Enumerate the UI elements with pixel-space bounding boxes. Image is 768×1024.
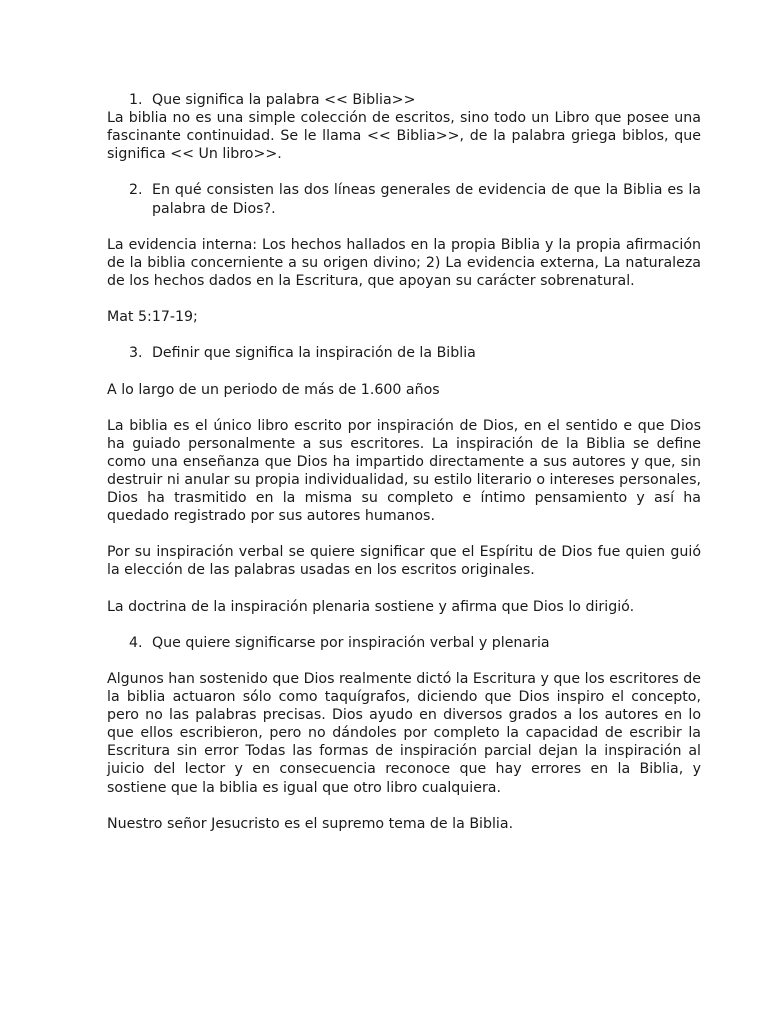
question-text: Definir que significa la inspiración de la Biblia xyxy=(152,345,476,362)
paragraph-verbal-inspiration: Por su inspiración verbal se quiere significar que el Espíritu de Dios fue quien guió la elección de las palabras usadas en los escritos originales. xyxy=(107,544,701,579)
paragraph-jesus-theme: Nuestro señor Jesucristo es el supremo tema de la Biblia. xyxy=(107,815,514,832)
question-text: Que significa la palabra << Biblia>> xyxy=(152,92,416,108)
question-3 xyxy=(129,344,701,362)
paragraph-partial-inspiration: Algunos han sostenido que Dios realmente dictó la Escritura y que los escritores de la biblia actuaron sólo como taquígrafos, diciendo que Dios inspiro el concepto, pero no las palabras precisas. Dios ayudo en diversos grados a los autores en lo que ellos escribieron, pero no dándoles por completo la capacidad de escribir la Escritura sin error Todas las formas de inspiración parcial dejan la inspiración al juicio del lector y en consecuencia reconoce que hay errores en la Biblia, y sostiene que la biblia es igual que otro libro cualquiera. xyxy=(107,671,701,796)
paragraph-reference: Mat 5:17-19; xyxy=(107,309,198,326)
question-1 xyxy=(129,91,701,109)
paragraph-evidence: La evidencia interna: Los hechos hallados en la propia Biblia y la propia afirmación de la biblia concerniente a su origen divino; 2) La evidencia externa, La naturaleza de los hechos dados en la Escritura, que apoyan su carácter sobrenatural. xyxy=(107,236,701,289)
question-text: En qué consisten las dos líneas generales de evidencia de que la Biblia es la palabra de Dios?. xyxy=(152,182,701,217)
document-page xyxy=(107,91,701,833)
paragraph-biblia-definition: La biblia no es una simple colección de escritos, sino todo un Libro que posee una fascinante continuidad. Se le llama << Biblia>>, de la palabra griega biblos, que significa << Un libro>>. xyxy=(107,110,701,163)
paragraph-inspiration: La biblia es el único libro escrito por inspiración de Dios, en el sentido e que Dios ha guiado personalmente a sus escritores. La inspiración de la Biblia se define como una enseñanza que Dios ha impartido directamente a sus autores y que, sin destruir ni anular su propia individualidad, su estilo literario o intereses personales, Dios ha trasmitido en la misma su completo e íntimo pensamiento y así ha quedado registrado por sus autores humanos. xyxy=(107,417,701,525)
question-number: 1. xyxy=(129,92,143,108)
paragraph-period: A lo largo de un periodo de más de 1.600 años xyxy=(107,381,440,398)
question-2 xyxy=(129,181,701,217)
paragraph-plenary-doctrine: La doctrina de la inspiración plenaria sostiene y afirma que Dios lo dirigió. xyxy=(107,598,635,615)
question-4 xyxy=(129,634,701,652)
question-text: Que quiere significarse por inspiración verbal y plenaria xyxy=(152,634,550,651)
question-number: 4. xyxy=(129,634,143,651)
question-number: 3. xyxy=(129,345,143,362)
question-number: 2. xyxy=(129,182,143,199)
